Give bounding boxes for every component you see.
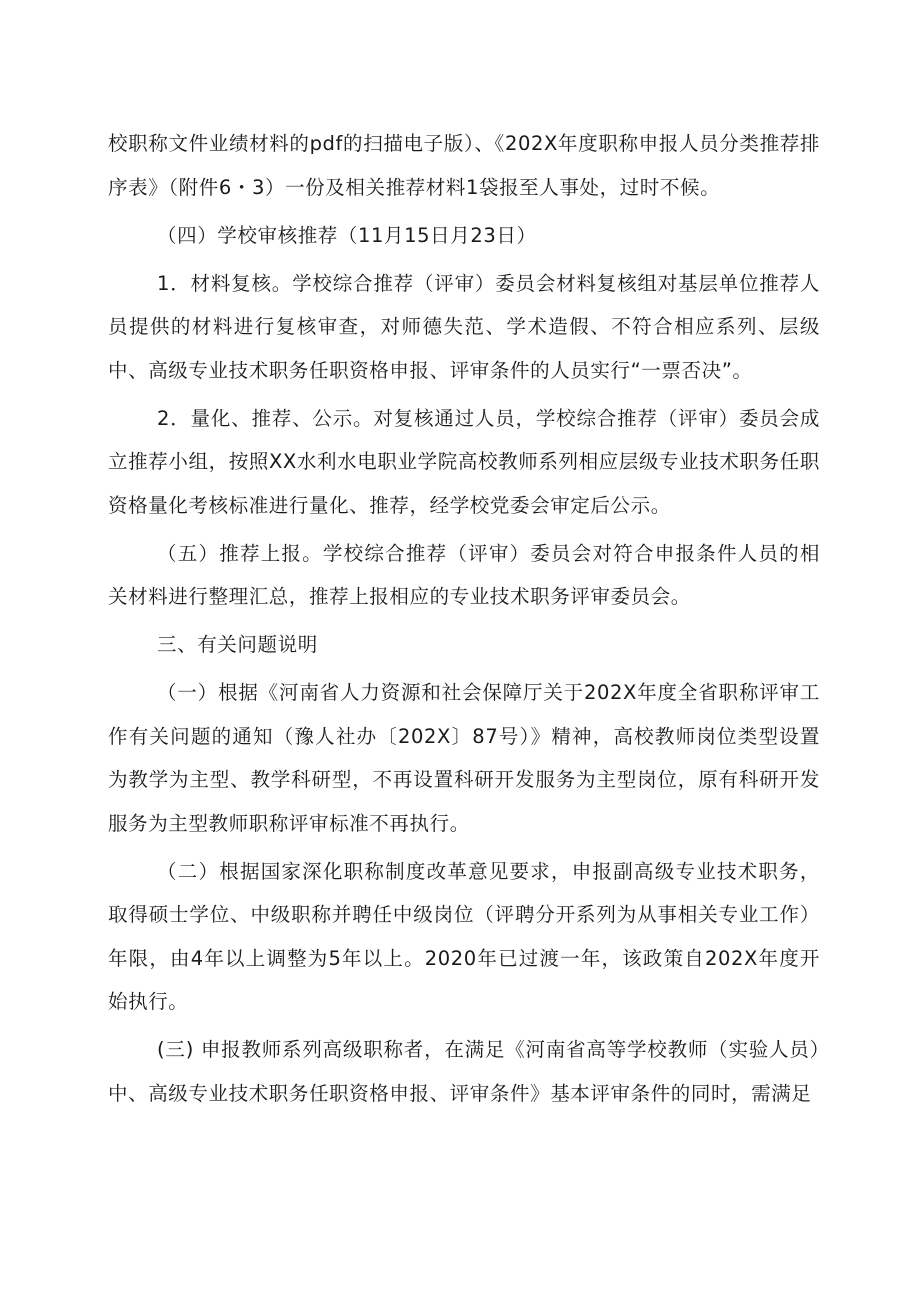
- section-3-heading: 三、有关问题说明: [157, 633, 318, 656]
- paragraph-item-1-material-review: 1．材料复核。学校综合推荐（评审）委员会材料复核组对基层单位推荐人员提供的材料进行复核审查，对师德失范、学术造假、不符合相应系列、层级中、高级专业技术职务任职资格申报、评审条件的人员实行“一票否决”。: [108, 271, 820, 382]
- section-4-heading: （四）学校审核推荐（11月15日月23日）: [157, 223, 537, 247]
- paragraph-continued-materials: 校职称文件业绩材料的pdf的扫描电子版）、《202X年度职称申报人员分类推荐排序表》（附件6・3）一份及相关推荐材料1袋报至人事处，过时不候。: [108, 132, 820, 199]
- document-page: [108, 122, 820, 1115]
- paragraph-section-5-report: （五）推荐上报。学校综合推荐（评审）委员会对符合申报条件人员的相关材料进行整理汇总，推荐上报相应的专业技术职务评审委员会。: [108, 541, 820, 608]
- paragraph-issue-1: （一）根据《河南省人力资源和社会保障厅关于202X年度全省职称评审工作有关问题的通知（豫人社办〔202X〕87号）》精神，高校教师岗位类型设置为教学为主型、教学科研型，不再设置科研开发服务为主型岗位，原有科研开发服务为主型教师职称评审标准不再执行。: [108, 681, 820, 835]
- paragraph-item-2-quantify-recommend: 2．量化、推荐、公示。对复核通过人员，学校综合推荐（评审）委员会成立推荐小组，按照XX水利水电职业学院高校教师系列相应层级专业技术职务任职资格量化考核标准进行量化、推荐，经学校党委会审定后公示。: [108, 406, 820, 517]
- paragraph-issue-2: （二）根据国家深化职称制度改革意见要求，申报副高级专业技术职务，取得硕士学位、中级职称并聘任中级岗位（评聘分开系列为从事相关专业工作）年限，由4年以上调整为5年以上。2020年已过渡一年，该政策自202X年度开始执行。: [108, 859, 820, 1013]
- paragraph-issue-3: (三) 申报教师系列高级职称者，在满足《河南省高等学校教师（实验人员）中、高级专业技术职务任职资格申报、评审条件》基本评审条件的同时，需满足: [108, 1038, 820, 1105]
